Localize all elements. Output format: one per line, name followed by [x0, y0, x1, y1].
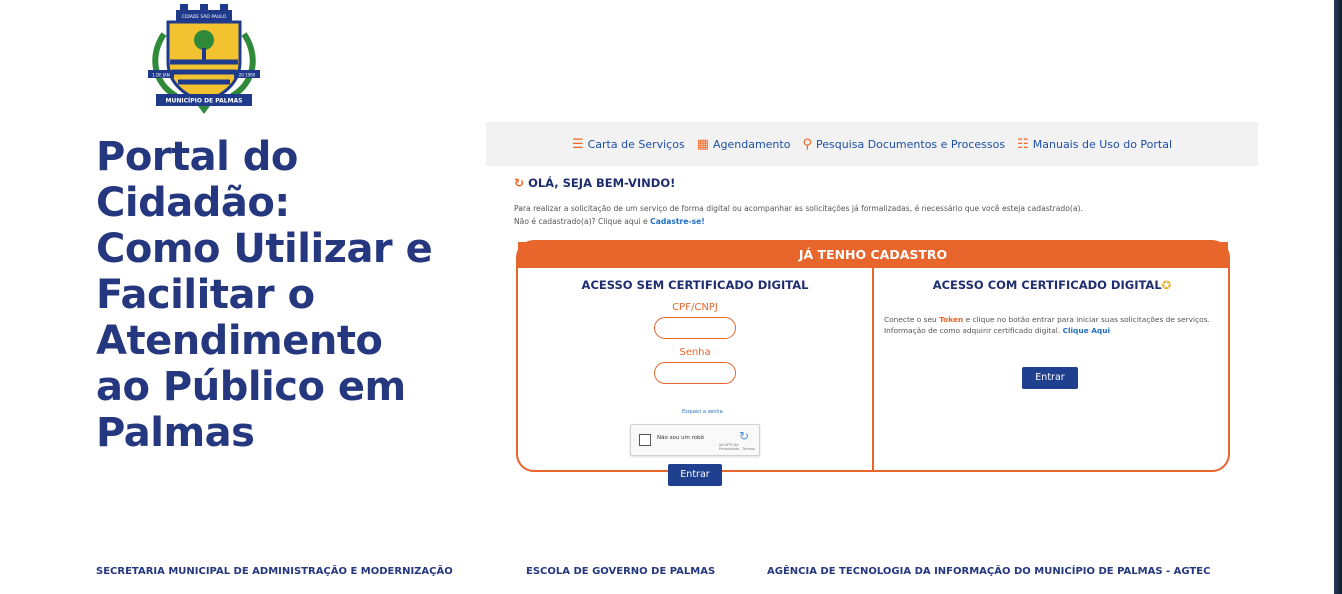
page-title [96, 134, 486, 456]
right-edge-bar [1334, 0, 1342, 594]
portal-nav-bar [486, 122, 1258, 166]
panel-title-text: ACESSO COM CERTIFICADO DIGITAL [932, 278, 1162, 292]
ribbon-badge-icon: ✪ [1161, 278, 1172, 292]
calendar-icon: ▦ [696, 136, 709, 152]
nav-pesquisa[interactable] [802, 137, 1005, 152]
panel-title: ACESSO SEM CERTIFICADO DIGITAL [581, 278, 809, 292]
intro-line-2 [514, 215, 1234, 228]
cert-info-prefix: Informação de como adquirir certificado digital. [884, 326, 1061, 335]
cpf-label: CPF/CNPJ [672, 302, 718, 313]
panel-title [874, 278, 1230, 292]
title-line: Facilitar o [96, 272, 315, 318]
captcha-checkbox[interactable] [639, 434, 651, 446]
welcome-heading [514, 176, 675, 190]
nav-agendamento[interactable] [697, 137, 791, 152]
refresh-icon: ↻ [514, 176, 525, 190]
cpf-cnpj-input[interactable] [654, 317, 736, 339]
crest-left-date: 1 DE JAN [152, 72, 170, 78]
token-word: Token [939, 315, 964, 324]
cert-text-suffix: e clique no botão entrar para iniciar suas solicitações de serviços. [965, 315, 1210, 324]
title-line: Como Utilizar e [96, 226, 433, 272]
nav-label: Carta de Serviços [587, 137, 685, 151]
intro-text [514, 202, 1234, 228]
nav-manuais[interactable] [1017, 137, 1172, 152]
intro-line-2-prefix: Não é cadastrado(a)? Clique aqui e [514, 217, 648, 226]
captcha-terms: Privacidade - Termos [718, 447, 755, 451]
title-line: Atendimento [96, 318, 383, 364]
list-icon: ☷ [1017, 136, 1029, 152]
nav-label: Agendamento [712, 137, 791, 151]
entrar-button-right[interactable]: Entrar [1022, 367, 1078, 389]
entrar-button-left[interactable]: Entrar [668, 464, 722, 486]
search-icon: ⚲ [802, 136, 812, 152]
title-line: ao Público em [96, 364, 406, 410]
footer-agtec: AGÊNCIA DE TECNOLOGIA DA INFORMAÇÃO DO MUNICÍPIO DE PALMAS - AGTEC [767, 566, 1211, 577]
cadastre-se-link[interactable]: Cadastre-se! [650, 217, 705, 226]
title-line: Cidadão: [96, 180, 290, 226]
nav-label: Manuais de Uso do Portal [1032, 137, 1173, 151]
cert-text-prefix: Conecte o seu [884, 315, 937, 324]
municipio-de-palmas-crest-logo [146, 4, 262, 116]
senha-label: Senha [679, 347, 711, 358]
captcha-brand [719, 443, 755, 451]
intro-line-1: Para realizar a solicitação de um serviço de forma digital ou acompanhar as solicitações já formalizadas, é necessário que você esteja cadastrado(a). [514, 204, 1083, 213]
clique-aqui-link[interactable]: Clique Aqui [1062, 326, 1110, 335]
title-line: Portal do [96, 134, 298, 180]
captcha-brand-name: reCAPTCHA [718, 443, 739, 447]
document-list-icon: ☰ [571, 136, 584, 152]
footer-secretaria: SECRETARIA MUNICIPAL DE ADMINISTRAÇÃO E MODERNIZAÇÃO [96, 566, 453, 577]
login-box [516, 240, 1230, 480]
senha-input[interactable] [654, 362, 736, 384]
footer-escola: ESCOLA DE GOVERNO DE PALMAS [526, 566, 716, 577]
access-with-certificate-panel [874, 268, 1230, 472]
login-box-title: JÁ TENHO CADASTRO [518, 242, 1228, 268]
recaptcha-icon: ↻ [738, 429, 749, 443]
nav-label: Pesquisa Documentos e Processos [815, 137, 1006, 151]
crest-top-text: CIDADE SÃO PAULO [181, 15, 227, 20]
title-line: Palmas [96, 410, 255, 456]
welcome-text: OLÁ, SEJA BEM-VINDO! [528, 176, 676, 190]
captcha-label: Não sou um robô [657, 435, 705, 441]
crest-right-date: 20 1990 [238, 72, 256, 78]
portal-screenshot [486, 122, 1258, 482]
forgot-password-link[interactable]: Esqueci a senha [682, 409, 723, 415]
access-without-certificate-panel [518, 268, 874, 480]
certificate-instructions [884, 314, 1220, 336]
crest-banner-text: MUNICÍPIO DE PALMAS [165, 97, 243, 105]
recaptcha-widget [630, 424, 760, 456]
nav-carta-de-servicos[interactable] [572, 137, 685, 152]
